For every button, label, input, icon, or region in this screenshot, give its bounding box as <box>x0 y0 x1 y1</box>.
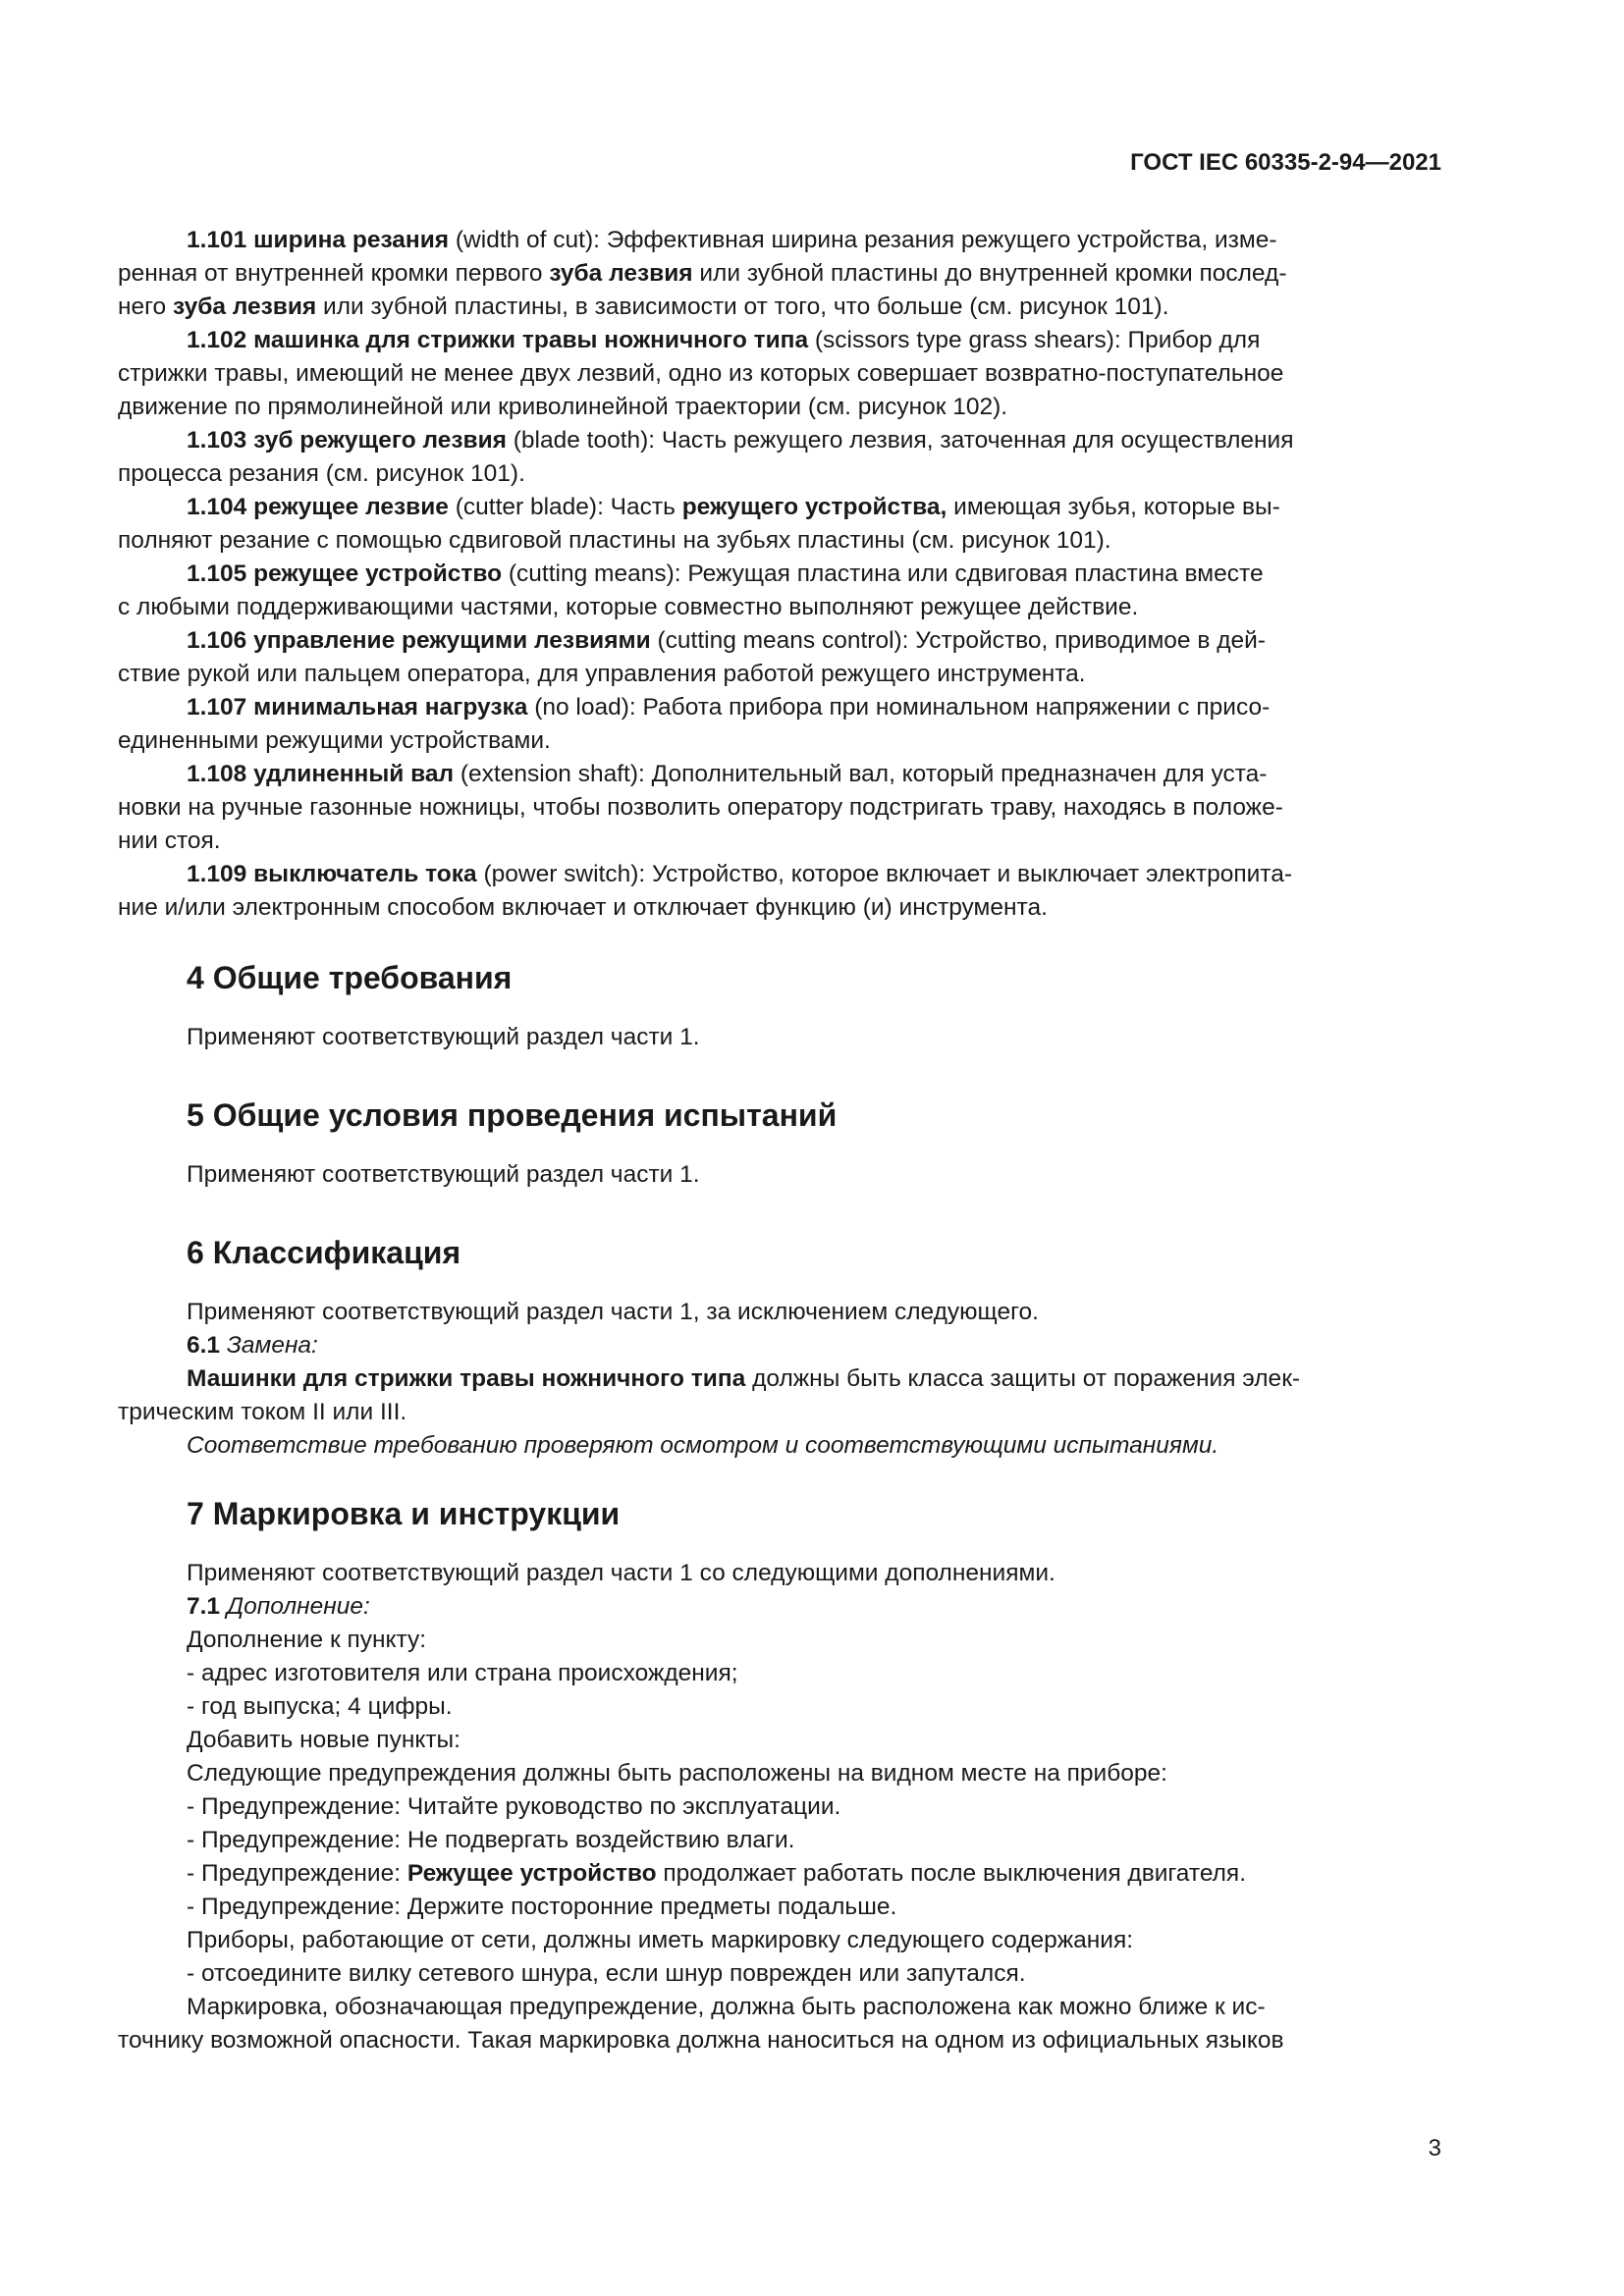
definition-text: (scissors type grass shears): Прибор для <box>808 327 1261 353</box>
definition-text: (no load): Работа прибора при номинальном напряжении с присо- <box>527 694 1271 721</box>
marking-final-line1: Маркировка, обозначающая предупреждение, должна быть расположена как можно ближе к ис- <box>187 1994 1266 2020</box>
definition-text: движение по прямолинейной или криволинейной траектории (см. рисунок 102). <box>118 394 1008 420</box>
section-7-body <box>118 1557 1441 2057</box>
definition-line <box>118 791 1441 825</box>
definition-number: 1.106 <box>187 627 247 654</box>
section-6-intro: Применяют соответствующий раздел части 1, за исключением следующего. <box>187 1299 1039 1325</box>
definition-line <box>118 357 1441 391</box>
definition-number: 1.102 <box>187 327 247 353</box>
definition-text: стрижки травы, имеющий не менее двух лезвий, одно из которых совершает возвратно-поступательное <box>118 360 1284 387</box>
definition-1-105 <box>118 558 1441 624</box>
definition-1-101 <box>118 224 1441 324</box>
definition-number: 1.101 <box>187 227 247 253</box>
section-7 <box>187 1494 1441 1533</box>
definition-1-104 <box>118 491 1441 558</box>
definition-line <box>187 691 1441 724</box>
section-5-heading: 5 Общие условия проведения испытаний <box>187 1097 838 1133</box>
marking-final-line2: точнику возможной опасности. Такая маркировка должна наноситься на одном из официальных языков <box>118 2027 1284 2054</box>
definition-text: процесса резания (см. рисунок 101). <box>118 460 525 487</box>
marking-line: Следующие предупреждения должны быть расположены на видном месте на приборе: <box>187 1760 1167 1787</box>
definition-term: машинка для стрижки травы ножничного типа <box>253 327 809 353</box>
term-reference: зуба лезвия <box>173 294 317 320</box>
marking-line: - Предупреждение: Читайте руководство по эксплуатации. <box>187 1793 841 1820</box>
definition-text: (cutting means): Режущая пластина или сдвиговая пластина вместе <box>502 561 1264 587</box>
definition-term: режущее устройство <box>253 561 503 587</box>
definition-text: ренная от внутренней кромки первого <box>118 260 550 287</box>
warning-cutting-means: - Предупреждение: Режущее устройство продолжает работать после выключения двигателя. <box>187 1860 1247 1887</box>
definition-text: полняют резание с помощью сдвиговой пластины на зубьях пластины (см. рисунок 101). <box>118 527 1111 554</box>
definition-line <box>187 858 1441 891</box>
definition-number: 1.107 <box>187 694 247 721</box>
section-6 <box>187 1233 1441 1272</box>
definition-line <box>118 524 1441 558</box>
marking-line: - адрес изготовителя или страна происхождения; <box>187 1660 738 1686</box>
definition-line <box>118 724 1441 758</box>
section-4 <box>187 958 1441 997</box>
definition-text: (cutter blade): Часть <box>448 494 682 520</box>
definition-line <box>118 591 1441 624</box>
definition-number: 1.103 <box>187 427 247 454</box>
classification-requirement-line1 <box>187 1362 1441 1396</box>
marking-list-continued <box>187 1891 1441 1991</box>
definition-line <box>187 624 1441 658</box>
definition-line <box>118 257 1441 291</box>
definition-line <box>187 424 1441 457</box>
section-5-body <box>187 1158 1441 1192</box>
definition-number: 1.109 <box>187 861 247 887</box>
document-header: ГОСТ IEC 60335-2-94—2021 <box>1130 149 1441 176</box>
section-7-intro: Применяют соответствующий раздел части 1 со следующими дополнениями. <box>187 1560 1056 1586</box>
definition-text: ние и/или электронным способом включает и отключает функцию (и) инструмента. <box>118 894 1048 921</box>
marking-list <box>187 1624 1441 1857</box>
definition-1-103 <box>118 424 1441 491</box>
definition-text: (extension shaft): Дополнительный вал, который предназначен для уста- <box>454 761 1268 787</box>
definition-line <box>118 291 1441 324</box>
clause-number: 7.1 <box>187 1593 221 1620</box>
definition-term: удлиненный вал <box>253 761 455 787</box>
definition-text: с любыми поддерживающими частями, которые совместно выполняют режущее действие. <box>118 594 1139 620</box>
term-reference: режущего устройства, <box>681 494 947 520</box>
definition-term: режущее лезвие <box>253 494 449 520</box>
definition-number: 1.108 <box>187 761 247 787</box>
definition-text: единенными режущими устройствами. <box>118 727 551 754</box>
definition-term: управление режущими лезвиями <box>253 627 651 654</box>
clause-label: Дополнение: <box>220 1593 370 1620</box>
definition-text: (power switch): Устройство, которое включает и выключает электропита- <box>476 861 1293 887</box>
definition-1-108 <box>118 758 1441 858</box>
clause-6-1 <box>187 1329 1441 1362</box>
definition-line <box>118 658 1441 691</box>
definition-text: него <box>118 294 173 320</box>
marking-line: - Предупреждение: Не подвергать воздействию влаги. <box>187 1827 795 1853</box>
classification-requirement-line2: трическим током II или III. <box>118 1399 407 1425</box>
definition-text: имеющая зубья, которые вы- <box>947 494 1280 520</box>
definition-number: 1.104 <box>187 494 247 520</box>
definition-text: (blade tooth): Часть режущего лезвия, заточенная для осуществления <box>506 427 1294 454</box>
definition-line <box>187 758 1441 791</box>
term-scissors-shears: Машинки для стрижки травы ножничного типа <box>187 1365 746 1392</box>
definition-line <box>187 491 1441 524</box>
section-5 <box>187 1095 1441 1135</box>
clause-label: Замена: <box>220 1332 318 1359</box>
definitions-list <box>118 224 1441 925</box>
definition-term: выключатель тока <box>253 861 477 887</box>
definition-text: или зубной пластины до внутренней кромки послед- <box>692 260 1287 287</box>
section-6-heading: 6 Классификация <box>187 1235 461 1270</box>
term-cutting-means: Режущее устройство <box>406 1860 657 1887</box>
definition-text: (cutting means control): Устройство, приводимое в дей- <box>650 627 1266 654</box>
definition-1-102 <box>118 324 1441 424</box>
definition-line <box>187 224 1441 257</box>
definition-1-107 <box>118 691 1441 758</box>
definition-term: ширина резания <box>253 227 450 253</box>
marking-line: Добавить новые пункты: <box>187 1727 460 1753</box>
clause-7-1 <box>187 1590 1441 1624</box>
page-number: 3 <box>1428 2135 1441 2162</box>
compliance-note: Соответствие требованию проверяют осмотром и соответствующими испытаниями. <box>187 1432 1219 1459</box>
definition-line <box>118 891 1441 925</box>
definition-term: зуб режущего лезвия <box>253 427 507 454</box>
definition-text: новки на ручные газонные ножницы, чтобы позволить оператору подстригать траву, находясь в положе- <box>118 794 1283 821</box>
definition-term: минимальная нагрузка <box>253 694 528 721</box>
marking-line: - отсоедините вилку сетевого шнура, если шнур поврежден или запутался. <box>187 1960 1026 1987</box>
marking-line: Приборы, работающие от сети, должны иметь маркировку следующего содержания: <box>187 1927 1134 1953</box>
definition-line <box>187 558 1441 591</box>
section-4-body <box>187 1021 1441 1054</box>
definition-text: нии стоя. <box>118 828 221 854</box>
section-5-text: Применяют соответствующий раздел части 1. <box>187 1161 700 1188</box>
definition-line <box>118 457 1441 491</box>
section-4-text: Применяют соответствующий раздел части 1. <box>187 1024 700 1050</box>
clause-number: 6.1 <box>187 1332 221 1359</box>
section-4-heading: 4 Общие требования <box>187 960 513 995</box>
definition-number: 1.105 <box>187 561 247 587</box>
marking-line: - Предупреждение: Держите посторонние предметы подальше. <box>187 1894 897 1920</box>
definition-line <box>187 324 1441 357</box>
definition-line <box>118 825 1441 858</box>
definition-1-106 <box>118 624 1441 691</box>
section-6-body <box>118 1296 1441 1463</box>
term-reference: зуба лезвия <box>549 260 693 287</box>
definition-1-109 <box>118 858 1441 925</box>
definition-text: или зубной пластины, в зависимости от того, что больше (см. рисунок 101). <box>316 294 1169 320</box>
marking-line: Дополнение к пункту: <box>187 1627 427 1653</box>
definition-line <box>118 391 1441 424</box>
definition-text: ствие рукой или пальцем оператора, для управления работой режущего инструмента. <box>118 661 1086 687</box>
requirement-text: должны быть класса защиты от поражения элек- <box>745 1365 1301 1392</box>
section-7-heading: 7 Маркировка и инструкции <box>187 1496 621 1531</box>
definition-text: (width of cut): Эффективная ширина резания режущего устройства, изме- <box>449 227 1277 253</box>
marking-line: - год выпуска; 4 цифры. <box>187 1693 453 1720</box>
